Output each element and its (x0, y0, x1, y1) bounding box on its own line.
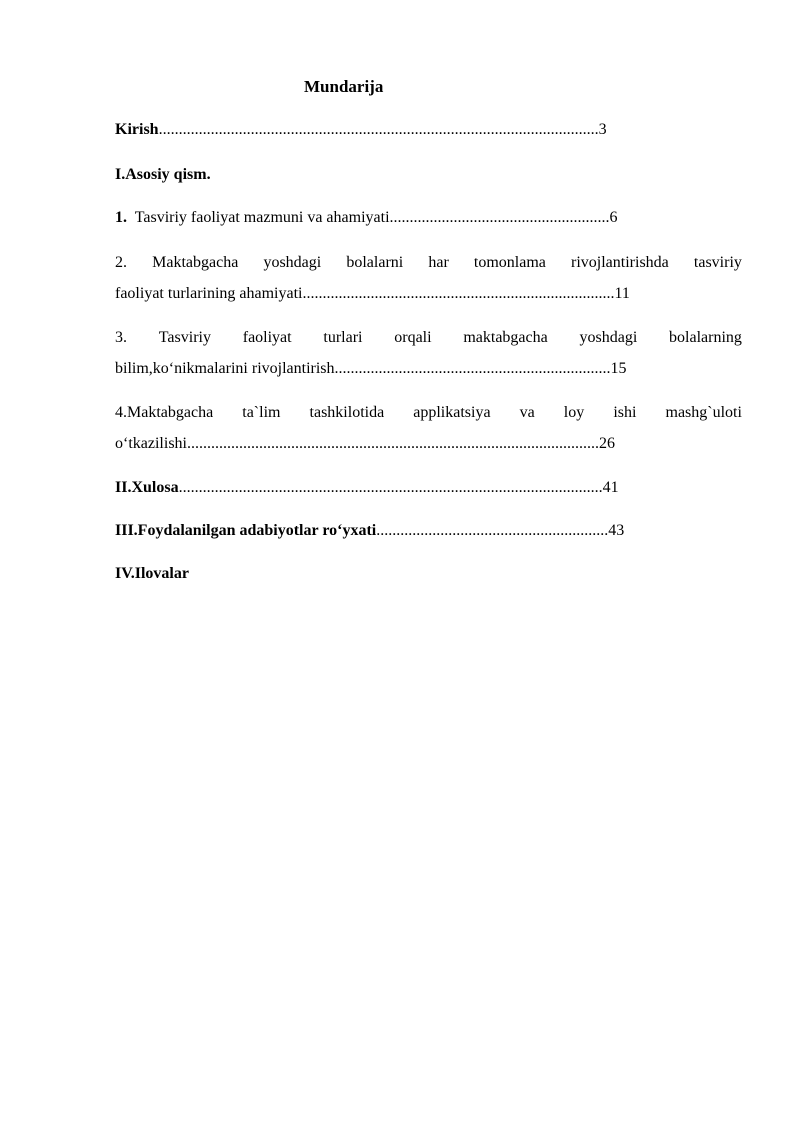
toc-leader-dots: .............................................................................................................. (158, 121, 599, 138)
toc-entry-label: III.Foydalanilgan adabiyotlar ro‘yxati (115, 522, 377, 539)
toc-word: rivojlantirishda (571, 254, 669, 271)
toc-page-number: 43 (608, 522, 625, 539)
toc-entry-4-line2[interactable] (115, 434, 615, 454)
toc-word: turlari (323, 329, 363, 346)
toc-leader-dots: ....................................................................................................... (186, 435, 599, 452)
toc-entry-1[interactable] (115, 208, 618, 228)
toc-word: loy (563, 404, 585, 421)
toc-entry-adabiyotlar[interactable] (115, 521, 624, 541)
toc-page-number: 3 (598, 121, 607, 138)
toc-entry-xulosa[interactable] (115, 478, 619, 498)
toc-word: tomonlama (473, 254, 546, 271)
toc-leader-dots: ..................................................................... (334, 360, 611, 377)
toc-entry-3-line2[interactable] (115, 359, 627, 379)
toc-entry-label: IV.Ilovalar (115, 565, 189, 582)
toc-word: tashkilotida (309, 404, 385, 421)
toc-word: har (428, 254, 449, 271)
toc-word: maktabgacha (463, 329, 548, 346)
toc-entry-kirish[interactable] (115, 120, 607, 140)
toc-page-number: 6 (609, 209, 618, 226)
toc-word: orqali (394, 329, 432, 346)
toc-entry-4-line1[interactable] (115, 403, 742, 423)
toc-leader-dots: ....................................................... (389, 209, 610, 226)
toc-entry-number: 1. (115, 209, 127, 226)
toc-entry-label: I.Asosiy qism. (115, 166, 211, 183)
toc-entry-2-line1[interactable] (115, 253, 742, 273)
toc-word: Maktabgacha (152, 254, 239, 271)
toc-page-number: 15 (610, 360, 627, 377)
toc-entry-label: bilim,ko‘nikmalarini rivojlantirish (115, 360, 335, 377)
toc-word: Tasviriy (158, 329, 211, 346)
toc-entry-label: o‘tkazilishi (115, 435, 187, 452)
toc-word: 4.Maktabgacha (115, 404, 214, 421)
page-title: Mundarija (304, 77, 384, 96)
toc-leader-dots: .............................................................................. (302, 285, 615, 302)
toc-word: mashg`uloti (665, 404, 742, 421)
toc-word: ta`lim (242, 404, 281, 421)
toc-word: 2. (115, 254, 127, 271)
toc-word: applikatsiya (413, 404, 491, 421)
toc-page-number: 41 (602, 479, 619, 496)
toc-word: faoliyat (242, 329, 292, 346)
toc-word: yoshdagi (579, 329, 638, 346)
toc-word: ishi (613, 404, 637, 421)
toc-entry-label: faoliyat turlarining ahamiyati (115, 285, 303, 302)
toc-entry-2-line2[interactable] (115, 284, 630, 304)
toc-leader-dots: .......................................................................................................... (178, 479, 603, 496)
toc-word: yoshdagi (263, 254, 322, 271)
toc-page-number: 11 (614, 285, 630, 302)
toc-page-number: 26 (598, 435, 615, 452)
toc-entry-3-line1[interactable] (115, 328, 742, 348)
toc-entry-label: II.Xulosa (115, 479, 179, 496)
toc-leader-dots: .......................................................... (376, 522, 609, 539)
toc-word: tasviriy (693, 254, 742, 271)
toc-word: bolalarning (669, 329, 742, 346)
toc-word: bolalarni (346, 254, 404, 271)
toc-entry-label: Tasviriy faoliyat mazmuni va ahamiyati (134, 209, 390, 226)
toc-entry-ilovalar[interactable] (115, 564, 189, 584)
toc-word: va (519, 404, 535, 421)
toc-word: 3. (115, 329, 127, 346)
toc-entry-asosiy-qism[interactable] (115, 165, 211, 185)
toc-entry-label: Kirish (115, 121, 159, 138)
